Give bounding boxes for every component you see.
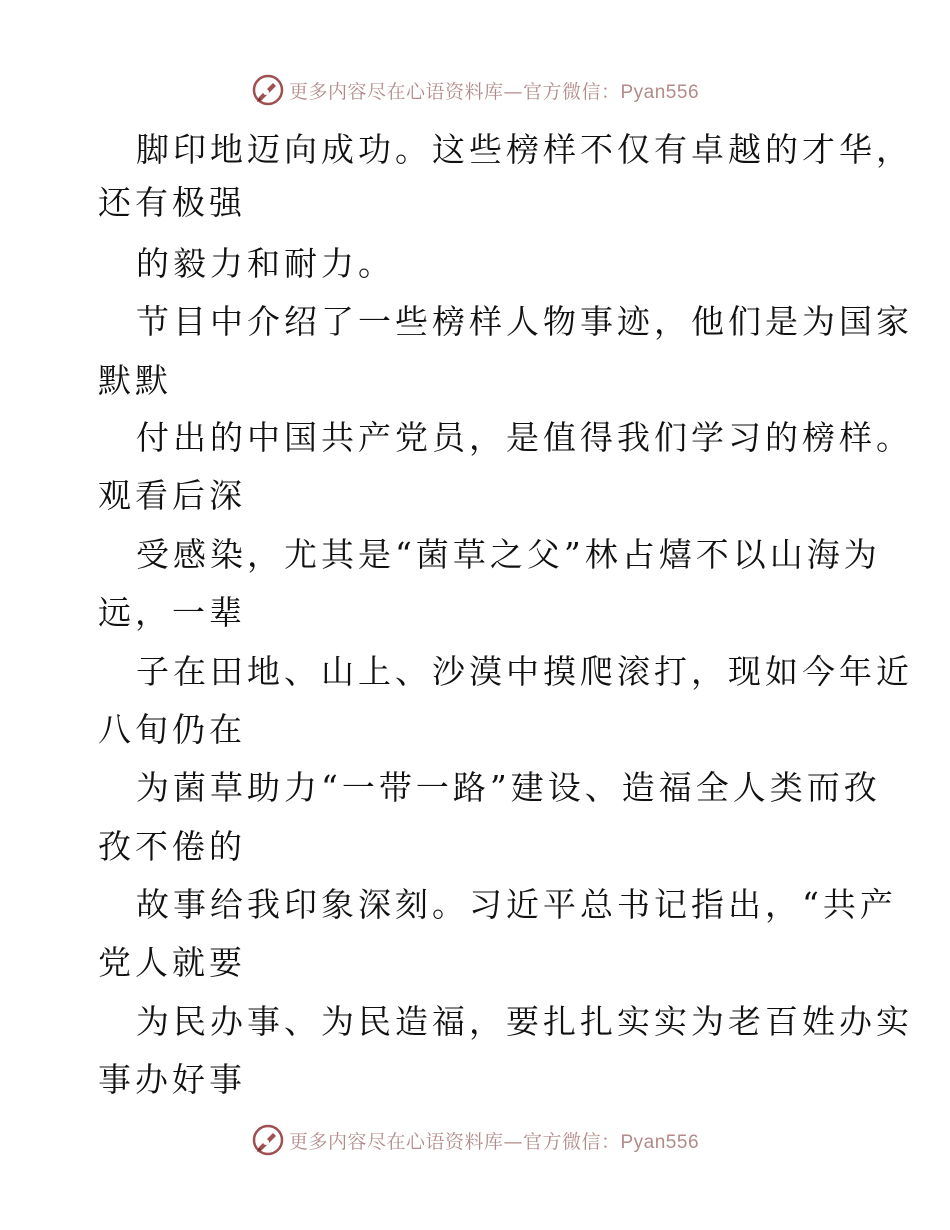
- body-line: 脚印地迈向成功。这些榜样不仅有卓越的才华，: [136, 130, 913, 169]
- body-line: 默默: [98, 361, 172, 400]
- body-line: 远，一辈: [98, 593, 246, 632]
- header-watermark: [0, 70, 950, 110]
- body-line: 受感染，尤其是“菌草之父”林占熺不以山海为: [136, 535, 881, 574]
- body-line: 节目中介绍了一些榜样人物事迹，他们是为国家: [136, 302, 913, 341]
- body-line: 党人就要: [98, 943, 246, 982]
- body-line: 的毅力和耐力。: [136, 244, 395, 283]
- watermark-text: 更多内容尽在心语资料库—官方微信：Pyan556: [288, 80, 700, 103]
- body-line: 孜不倦的: [98, 827, 246, 866]
- body-line: 还有极强: [98, 183, 246, 222]
- body-line: 付出的中国共产党员，是值得我们学习的榜样。: [136, 418, 913, 457]
- watermark-text: 更多内容尽在心语资料库—官方微信：Pyan556: [288, 1130, 700, 1153]
- footer-watermark: [0, 1120, 950, 1160]
- body-line: 故事给我印象深刻。习近平总书记指出，“共产: [136, 885, 897, 924]
- pen-logo-icon: [251, 1123, 285, 1157]
- body-line: 八旬仍在: [98, 710, 246, 749]
- body-line: 子在田地、山上、沙漠中摸爬滚打，现如今年近: [136, 652, 913, 691]
- body-line: 观看后深: [98, 476, 246, 515]
- body-line: 事办好事: [98, 1060, 246, 1099]
- body-line: 为菌草助力“一带一路”建设、造福全人类而孜: [136, 768, 881, 807]
- pen-logo-icon: [251, 73, 285, 107]
- body-line: 为民办事、为民造福，要扎扎实实为老百姓办实: [136, 1002, 913, 1041]
